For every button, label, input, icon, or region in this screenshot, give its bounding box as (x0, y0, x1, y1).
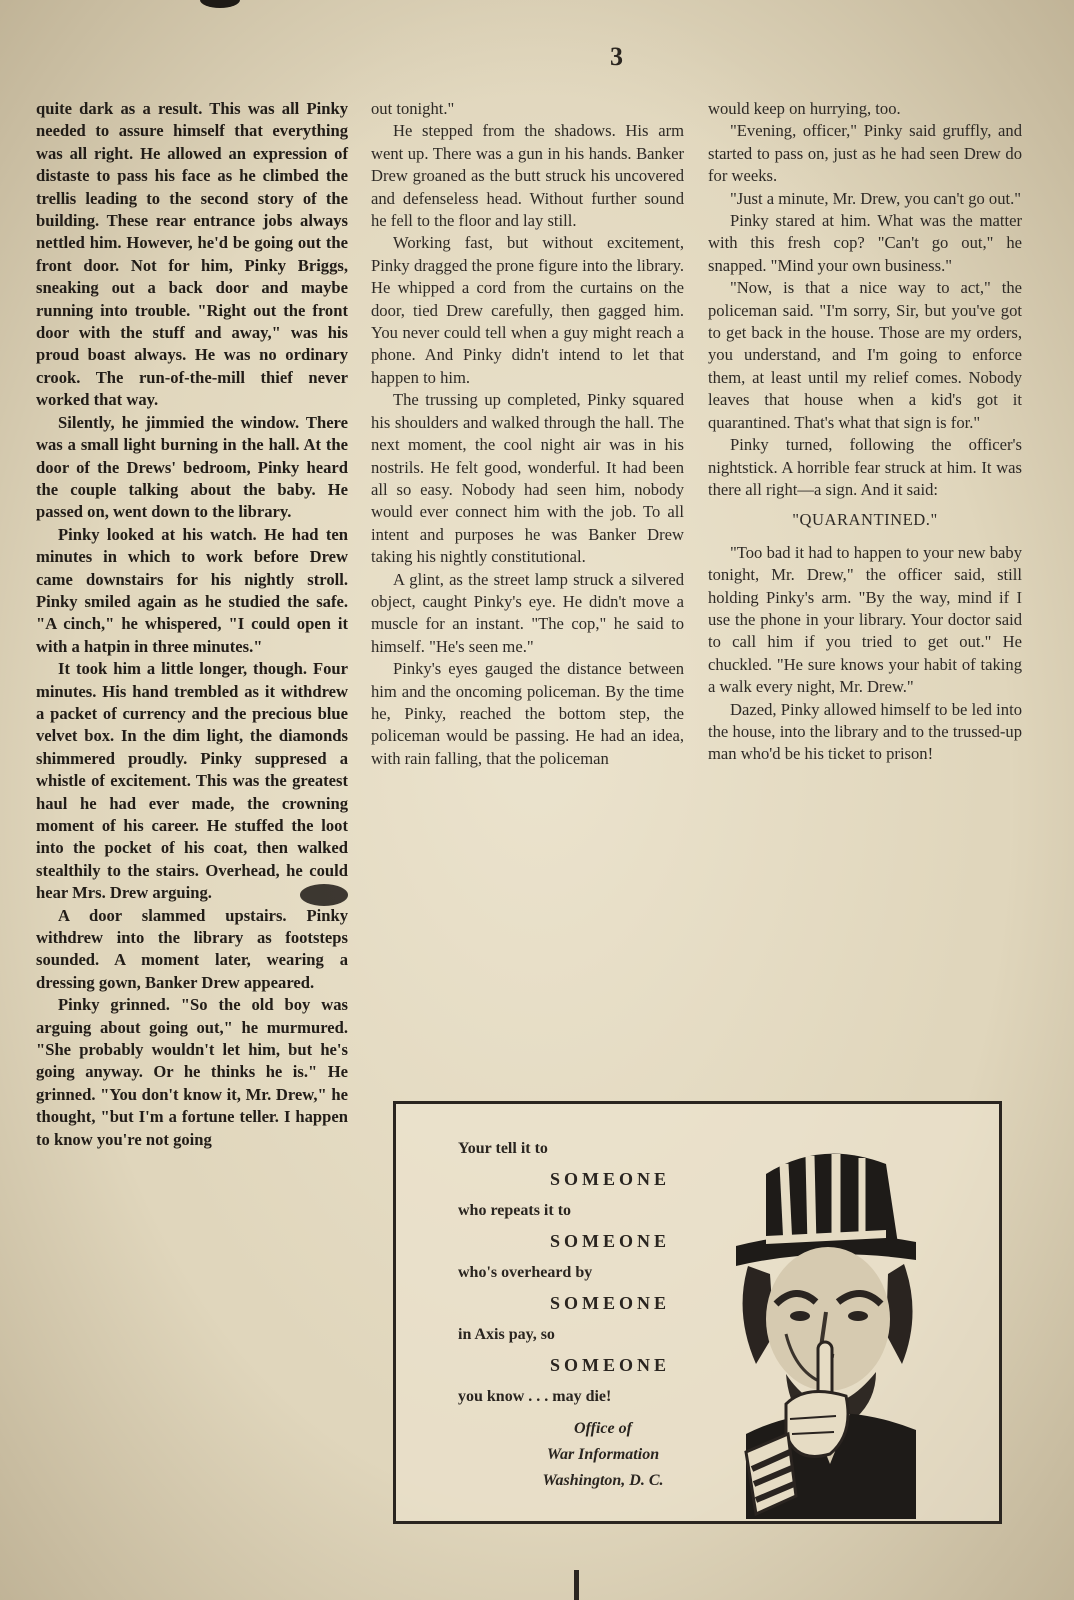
poster-someone: SOMEONE (550, 1231, 671, 1251)
paragraph: out tonight." (371, 99, 455, 118)
quarantined-sign-text: "QUARANTINED." (792, 510, 938, 530)
poster-someone: SOMEONE (550, 1169, 671, 1189)
story-column-3 (708, 98, 1022, 766)
paragraph: would keep on hurrying, too. (708, 99, 901, 118)
paragraph: Pinky stared at him. What was the matter with this fresh cop? "Can't go out," he snapped. "Mind your own business." (708, 211, 1022, 275)
paragraph: Silently, he jimmied the window. There was a small light burning in the hall. At the door of the Drews' bedroom, Pinky heard the couple talking about the baby. He passed on, went down to the library. (36, 412, 348, 522)
page-mark: 3 (610, 42, 623, 71)
poster-signature: Washington, D. C. (542, 1472, 664, 1489)
poster-line: who's overheard by (458, 1264, 593, 1281)
poster-text (458, 1134, 708, 1494)
war-information-poster (393, 1101, 1002, 1524)
paragraph: Pinky looked at his watch. He had ten minutes in which to work before Drew came downstairs for his nightly stroll. Pinky smiled again as he studied the safe. "A cinch," he whispered, "I could open it with a hatpin in three minutes." (36, 524, 348, 656)
paragraph: A glint, as the street lamp struck a silvered object, caught Pinky's eye. He didn't move a muscle for an instant. "The cop," he said to himself. "He's seen me." (371, 569, 684, 656)
poster-line: you know . . . may die! (458, 1388, 612, 1405)
poster-someone: SOMEONE (550, 1293, 671, 1313)
paragraph: He stepped from the shadows. His arm went up. There was a gun in his hands. Banker Drew groaned as the butt struck his uncovered and defenseless head. Without further sound he fell to the floor and lay still. (371, 121, 684, 231)
paragraph: quite dark as a result. This was all Pinky needed to assure himself that everything was all right. He allowed an expression of distaste to pass his face as he climbed the trellis leading to the second story of the building. These rear entrance jobs always nettled him. However, he'd be going out the front door. Not for him, Pinky Briggs, sneaking out a back door and maybe running into trouble. "Right out the front door with the stuff and away," was his proud boast always. He was no ordinary crook. The run-of-the-mill thief never worked that way. (36, 99, 348, 410)
paragraph: Pinky grinned. "So the old boy was arguing about going out," he murmured. "She probably wouldn't let him, but he's going anyway. Or he thinks he is." He grinned. "You don't know it, Mr. Drew," he thought, "but I'm a fortune teller. I happen to know you're not going (36, 995, 348, 1149)
paragraph: A door slammed upstairs. Pinky withdrew into the library as footsteps sounded. A moment later, wearing a dressing gown, Banker Drew appeared. (36, 905, 348, 992)
paragraph: "Too bad it had to happen to your new baby tonight, Mr. Drew," the officer said, still holding Pinky's arm. "By the way, mind if I use the phone in your library. Your doctor said to call him if you tried to get out." He chuckled. "He sure knows your habit of taking a walk every night, Mr. Drew." (708, 542, 1022, 697)
paragraph: Pinky's eyes gauged the distance between him and the oncoming policeman. By the time he, Pinky, reached the bottom step, the policeman would be passing. He had an idea, with rain falling, that the policeman (371, 659, 684, 768)
paragraph: "Just a minute, Mr. Drew, you can't go out." (730, 188, 1022, 208)
paragraph: Dazed, Pinky allowed himself to be led into the house, into the library and to the trussed-up man who'd be his ticket to prison! (708, 699, 1022, 764)
story-column-1 (36, 98, 348, 1151)
paragraph: Pinky turned, following the officer's nightstick. A horrible fear struck at him. It was there all right—a sign. And it said: (708, 435, 1022, 499)
poster-signature: Office of (574, 1420, 632, 1437)
uncle-sam-shush-icon (726, 1134, 926, 1519)
paragraph: "Now, is that a nice way to act," the policeman said. "I'm sorry, Sir, but you've got to get back in the house. Those are my orders, you understand, and I'm going to enforce them, at least until my relief comes. Nobody leaves that house when a kid's got it quarantined. That's what that sign is for." (708, 278, 1022, 432)
page-edge-mark (574, 1570, 579, 1600)
poster-someone: SOMEONE (550, 1355, 671, 1375)
paragraph: Working fast, but without excitement, Pinky dragged the prone figure into the library. He whipped a cord from the curtains on the door, tied Drew carefully, then gagged him. You never could tell when a guy might reach a phone. And Pinky didn't intend to let that happen to him. (371, 233, 684, 387)
poster-line: in Axis pay, so (458, 1326, 555, 1343)
paragraph: "Evening, officer," Pinky said gruffly, and started to pass on, just as he had seen Drew do for weeks. (708, 121, 1022, 186)
poster-line: who repeats it to (458, 1202, 572, 1219)
paragraph: It took him a little longer, though. Four minutes. His hand trembled as it withdrew a packet of currency and the precious blue velvet box. In the dim light, the diamonds shimmered proudly. Pinky suppresed a whistle of excitement. This was the greatest haul he had ever made, the crowning moment of his career. He stuffed the loot into the pocket of his coat, then walked stealthily to the stairs. Overhead, he could hear Mrs. Drew arguing. (36, 659, 348, 903)
story-column-2 (371, 98, 684, 770)
ink-blot-top (200, 0, 240, 8)
poster-signature: War Information (546, 1446, 660, 1463)
poster-line: Your tell it to (458, 1140, 548, 1157)
paragraph: The trussing up completed, Pinky squared his shoulders and walked through the hall. The next moment, the cool night air was in his nostrils. He felt good, wonderful. It had been all so easy. Nobody had seen him, nobody would ever connect him with the job. To all intent and purposes he was Banker Drew taking his nightly constitutional. (371, 390, 684, 567)
